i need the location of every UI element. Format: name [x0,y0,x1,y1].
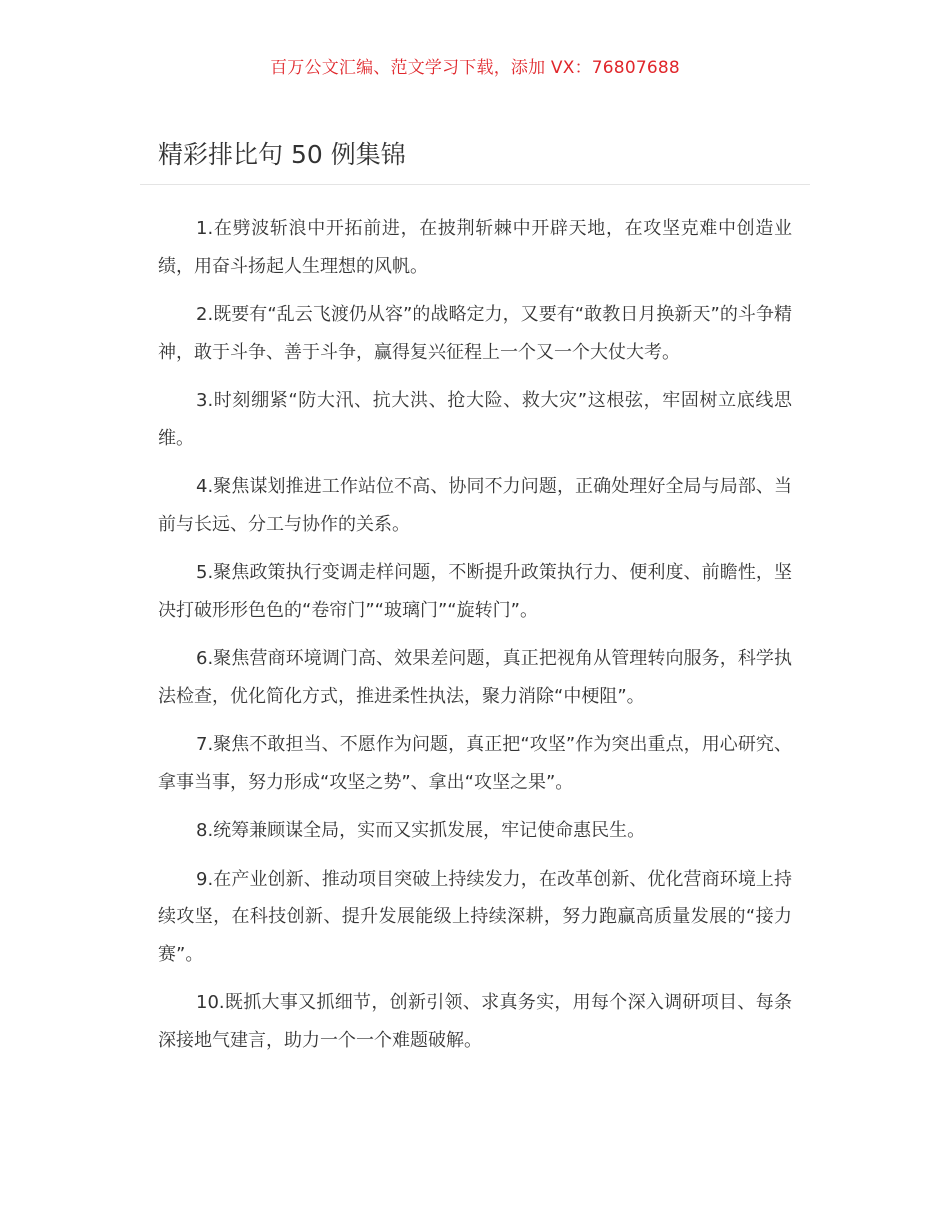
paragraph-6: 6.聚焦营商环境调门高、效果差问题，真正把视角从管理转向服务，科学执法检查，优化简化方式，推进柔性执法，聚力消除“中梗阻”。 [158,648,792,707]
paragraph-7: 7.聚焦不敢担当、不愿作为问题，真正把“攻坚”作为突出重点，用心研究、拿事当事，努力形成“攻坚之势”、拿出“攻坚之果”。 [158,734,792,793]
paragraph-10: 10.既抓大事又抓细节，创新引领、求真务实，用每个深入调研项目、每条深接地气建言，助力一个一个难题破解。 [158,992,792,1051]
paragraph-4: 4.聚焦谋划推进工作站位不高、协同不力问题，正确处理好全局与局部、当前与长远、分工与协作的关系。 [158,476,792,535]
paragraph-5: 5.聚焦政策执行变调走样问题，不断提升政策执行力、便利度、前瞻性，坚决打破形形色色的“卷帘门”“玻璃门”“旋转门”。 [158,562,792,621]
article-body [158,210,792,1070]
title-divider [140,184,810,185]
paragraph-3: 3.时刻绷紧“防大汛、抗大洪、抢大险、救大灾”这根弦，牢固树立底线思维。 [158,390,792,449]
paragraph-8: 8.统筹兼顾谋全局，实而又实抓发展，牢记使命惠民生。 [196,820,646,841]
paragraph-1: 1.在劈波斩浪中开拓前进，在披荆斩棘中开辟天地，在攻坚克难中创造业绩，用奋斗扬起人生理想的风帆。 [158,218,792,277]
page-title: 精彩排比句 50 例集锦 [158,140,406,169]
paragraph-9: 9.在产业创新、推动项目突破上持续发力，在改革创新、优化营商环境上持续攻坚，在科技创新、提升发展能级上持续深耕，努力跑赢高质量发展的“接力赛”。 [158,868,792,965]
paragraph-2: 2.既要有“乱云飞渡仍从容”的战略定力，又要有“敢教日月换新天”的斗争精神，敢于斗争、善于斗争，赢得复兴征程上一个又一个大仗大考。 [158,304,792,363]
header-banner: 百万公文汇编、范文学习下载，添加 VX：76807688 [270,58,680,78]
